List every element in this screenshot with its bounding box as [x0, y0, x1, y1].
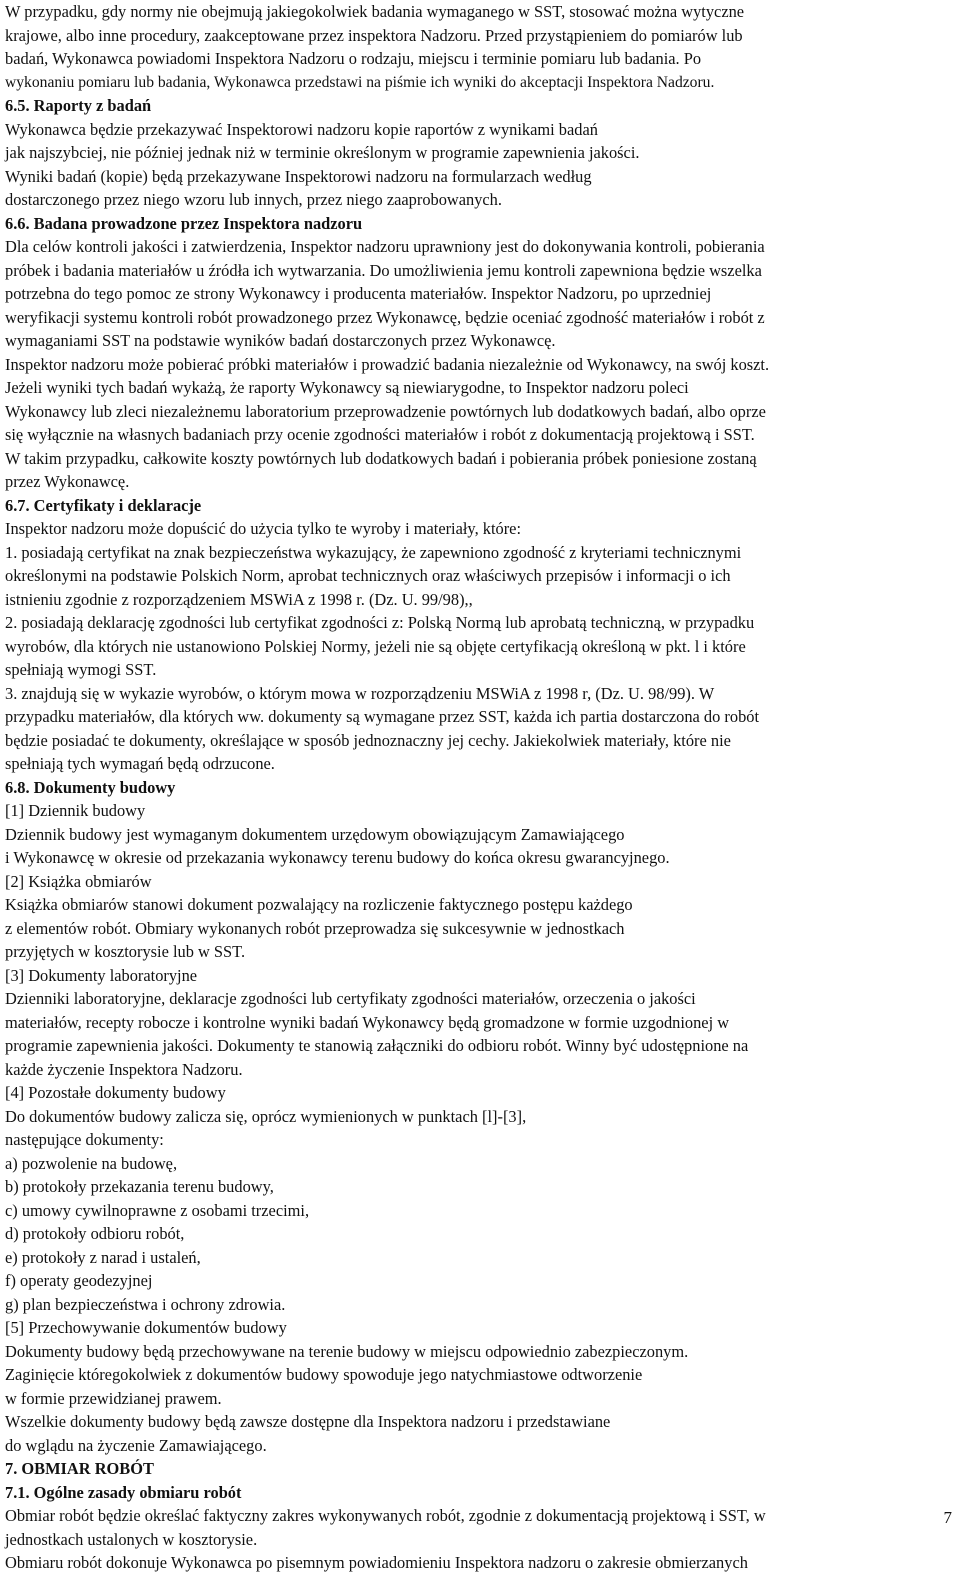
section-heading: 7.1. Ogólne zasady obmiaru robót [5, 1482, 242, 1502]
text-line: W takim przypadku, całkowite koszty powtórnych lub dodatkowych badań i pobierania próbek poniesione zostaną [5, 448, 757, 468]
text-line: [2] Książka obmiarów [5, 871, 152, 891]
text-line: wyrobów, dla których nie ustanowiono Polskiej Normy, jeżeli nie są objęte certyfikacją określoną w pkt. l i które [5, 636, 746, 656]
text-line: do wglądu na życzenie Zamawiającego. [5, 1435, 267, 1455]
text-line: z elementów robót. Obmiary wykonanych robót przeprowadza się sukcesywnie w jednostkach [5, 918, 625, 938]
section-heading: 6.5. Raporty z badań [5, 96, 152, 115]
text-line: przez Wykonawcę. [5, 472, 130, 491]
text-line: Inspektor nadzoru może dopuścić do użycia tylko te wyroby i materiały, które: [5, 519, 521, 538]
document-page [5, 0, 953, 1575]
text-line: wykonaniu pomiaru lub badania, Wykonawca przedstawi na piśmie ich wyniki do akceptacji Inspektora Nadzoru. [5, 73, 715, 91]
text-line: [4] Pozostałe dokumenty budowy [5, 1083, 226, 1102]
text-line: c) umowy cywilnoprawne z osobami trzecimi, [5, 1200, 310, 1220]
text-line: Dzienniki laboratoryjne, deklaracje zgodności lub certyfikaty zgodności materiałów, orzeczenia o jakości [5, 989, 696, 1008]
section-heading: 6.6. Badana prowadzone przez Inspektora nadzoru [5, 213, 363, 233]
text-line: Zaginięcie któregokolwiek z dokumentów budowy spowoduje jego natychmiastowe odtworzenie [5, 1365, 643, 1384]
text-line: Obmiaru robót dokonuje Wykonawca po pisemnym powiadomieniu Inspektora nadzoru o zakresie obmierzanych [5, 1553, 748, 1572]
text-line: Do dokumentów budowy zalicza się, oprócz wymienionych w punktach [l]-[3], [5, 1106, 527, 1126]
text-line: Inspektor nadzoru może pobierać próbki materiałów i prowadzić badania niezależnie od Wykonawcy, na swój koszt. [5, 354, 770, 374]
text-line: próbek i badania materiałów u źródła ich wytwarzania. Do umożliwienia jemu kontroli zapewniona będzie wszelka [5, 260, 762, 280]
text-line: [5] Przechowywanie dokumentów budowy [5, 1318, 287, 1337]
text-line: następujące dokumenty: [5, 1130, 164, 1149]
text-line: jednostkach ustalonych w kosztorysie. [5, 1529, 258, 1549]
text-line: materiałów, recepty robocze i kontrolne wyniki badań Wykonawcy będą gromadzone w formie uzgodnionej w [5, 1012, 730, 1032]
text-line: W przypadku, gdy normy nie obejmują jakiegokolwiek badania wymaganego w SST, stosować można wytyczne [5, 2, 745, 21]
text-line: Dokumenty budowy będą przechowywane na terenie budowy w miejscu odpowiednio zabezpieczonym. [5, 1341, 689, 1361]
text-line: i Wykonawcę w okresie od przekazania wykonawcy terenu budowy do końca okresu gwarancyjnego. [5, 848, 670, 867]
text-line: spełniają wymogi SST. [5, 660, 157, 679]
text-line: Wszelkie dokumenty budowy będą zawsze dostępne dla Inspektora nadzoru i przedstawiane [5, 1412, 611, 1431]
text-line: g) plan bezpieczeństwa i ochrony zdrowia. [5, 1294, 286, 1314]
text-line: Dziennik budowy jest wymaganym dokumentem urzędowym obowiązującym Zamawiającego [5, 824, 625, 844]
text-line: weryfikacji systemu kontroli robót prowadzonego przez Wykonawcę, będzie oceniać zgodność materiałów i robót z [5, 307, 765, 327]
text-line: potrzebna do tego pomoc ze strony Wykonawcy i producenta materiałów. Inspektor Nadzoru, po uprzedniej [5, 284, 712, 303]
text-line: d) protokoły odbioru robót, [5, 1224, 185, 1243]
text-line: przypadku materiałów, dla których ww. dokumenty są wymagane przez SST, każda ich partia dostarczona do robót [5, 707, 760, 726]
text-line: wymaganiami SST na podstawie wyników badań dostarczonych przez Wykonawcę. [5, 331, 556, 350]
text-line: się wyłącznie na własnych badaniach przy ocenie zgodności materiałów i robót z dokumentacją projektową i SST. [5, 425, 755, 444]
text-line: przyjętych w kosztorysie lub w SST. [5, 942, 246, 961]
text-line: jak najszybciej, nie później jednak niż w terminie określonym w programie zapewnienia jakości. [5, 143, 640, 162]
text-line: określonymi na podstawie Polskich Norm, aprobat technicznych oraz właściwych przepisów i informacji o ich [5, 566, 731, 585]
text-line: będzie posiadać te dokumenty, określające w sposób jednoznaczny jej cechy. Jakiekolwiek materiały, które nie [5, 730, 731, 750]
text-line: istnieniu zgodnie z rozporządzeniem MSWiA z 1998 r. (Dz. U. 99/98),, [5, 589, 473, 609]
text-line: [3] Dokumenty laboratoryjne [5, 965, 198, 985]
text-line: Książka obmiarów stanowi dokument pozwalający na rozliczenie faktycznego postępu każdego [5, 895, 633, 914]
text-line: Dla celów kontroli jakości i zatwierdzenia, Inspektor nadzoru uprawniony jest do dokonywania kontroli, pobierania [5, 237, 765, 256]
page-number: 7 [943, 1508, 952, 1527]
text-line: 1. posiadają certyfikat na znak bezpieczeństwa wykazujący, że zapewniono zgodność z kryteriami technicznymi [5, 542, 742, 562]
text-line: f) operaty geodezyjnej [5, 1271, 153, 1290]
text-line: 3. znajdują się w wykazie wyrobów, o którym mowa w rozporządzeniu MSWiA z 1998 r, (Dz. U. 98/99). W [5, 683, 715, 703]
text-line: Jeżeli wyniki tych badań wykażą, że raporty Wykonawcy są niewiarygodne, to Inspektor nadzoru poleci [5, 378, 689, 397]
text-line: w formie przewidzianej prawem. [5, 1388, 222, 1408]
text-line: b) protokoły przekazania terenu budowy, [5, 1177, 274, 1196]
section-heading: 7. OBMIAR ROBÓT [5, 1459, 154, 1478]
text-line: 2. posiadają deklarację zgodności lub certyfikat zgodności z: Polską Normą lub aprobatą techniczną, w przypadku [5, 613, 755, 632]
text-line: badań, Wykonawca powiadomi Inspektora Nadzoru o rodzaju, miejscu i terminie pomiaru lub badania. Po [5, 49, 702, 68]
section-heading: 6.8. Dokumenty budowy [5, 777, 176, 797]
text-line: dostarczonego przez niego wzoru lub innych, przez niego zaaprobowanych. [5, 190, 502, 209]
text-line: spełniają tych wymagań będą odrzucone. [5, 754, 275, 773]
section-heading: 6.7. Certyfikaty i deklaracje [5, 495, 202, 515]
text-line: a) pozwolenie na budowę, [5, 1153, 178, 1173]
text-line: e) protokoły z narad i ustaleń, [5, 1247, 201, 1267]
text-line: krajowe, albo inne procedury, zaakceptowane przez inspektora Nadzoru. Przed przystąpieniem do pomiarów lub [5, 25, 743, 45]
text-line: każde życzenie Inspektora Nadzoru. [5, 1059, 243, 1079]
text-line: Wykonawcy lub zleci niezależnemu laboratorium przeprowadzenie powtórnych lub dodatkowych badań, albo oprze [5, 401, 766, 421]
text-line: Wykonawca będzie przekazywać Inspektorowi nadzoru kopie raportów z wynikami badań [5, 119, 598, 139]
text-line: [1] Dziennik budowy [5, 801, 146, 820]
text-line: programie zapewnienia jakości. Dokumenty te stanowią załączniki do odbioru robót. Winny być udostępnione na [5, 1036, 749, 1055]
text-line: Wyniki badań (kopie) będą przekazywane Inspektorowi nadzoru na formularzach według [5, 166, 592, 186]
text-line: Obmiar robót będzie określać faktyczny zakres wykonywanych robót, zgodnie z dokumentacją projektową i SST, w [5, 1506, 766, 1525]
